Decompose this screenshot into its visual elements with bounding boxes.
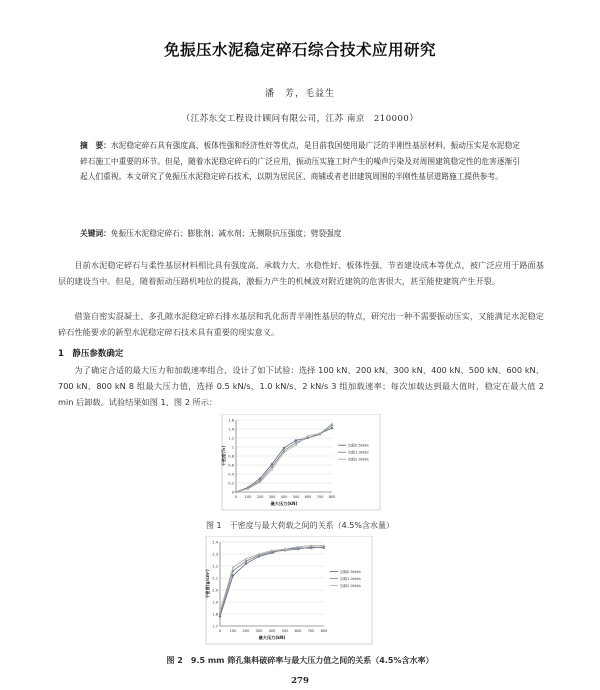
body-paragraph-3: 为了确定合适的最大压力和加载速率组合，设计了如下试验：选择 100 kN、200 kN、300 kN、400 kN、500 kN、600 kN、700 kN、800 kN 8 组最大压力值，选择 0.5 kN/s、1.0 kN/s、2 kN/s 3 组加载速率；每次加载达到最大值时，稳定在最大值 2 min 后卸载。试验结果如图 1、图 2 所示： <box>58 365 544 407</box>
y-tick-label: 1 <box>231 445 234 450</box>
y-tick-label: 1.7 <box>212 624 218 629</box>
figure-1-chart <box>212 414 382 514</box>
affiliation: （江苏东交工程设计顾问有限公司，江苏 南京 210000） <box>181 114 419 124</box>
section-heading: 1 静压参数确定 <box>58 349 124 359</box>
x-tick-label: 600 <box>304 495 312 499</box>
y-tick-label: 0.8 <box>228 454 234 459</box>
x-tick-label: 400 <box>268 629 276 633</box>
x-tick-label: 500 <box>292 495 300 499</box>
y-tick-label: 1.8 <box>212 612 218 617</box>
data-point <box>323 547 325 549</box>
abstract-label: 摘 要： <box>80 141 111 150</box>
legend-label: 加载1.0kN/s <box>348 450 369 455</box>
y-tick-label: 1.2 <box>228 436 234 441</box>
legend-label: 加载2.0kN/s <box>340 583 361 588</box>
y-axis-label: 干密度(%) <box>221 445 226 467</box>
y-tick-label: 0 <box>231 490 234 495</box>
data-point <box>307 437 309 439</box>
y-axis-label: 干密度(g/cm³) <box>205 569 210 599</box>
x-axis-label: 最大压力(kN) <box>258 635 286 640</box>
y-tick-label: 2.1 <box>212 576 218 581</box>
x-tick-label: 200 <box>242 629 250 633</box>
legend-label: 加载0.5kN/s <box>348 443 369 448</box>
x-tick-label: 0 <box>218 629 222 633</box>
data-point <box>219 613 221 615</box>
figure-2-caption: 图 2 9.5 mm 筛孔集料破碎率与最大压力值之间的关系（4.5%含水率） <box>166 656 434 665</box>
x-tick-label: 700 <box>307 629 315 633</box>
y-tick-label: 0.4 <box>228 472 234 477</box>
y-tick-label: 1.9 <box>212 600 218 605</box>
authors: 潘 芳，毛益生 <box>264 89 335 99</box>
y-tick-label: 0.2 <box>228 481 234 486</box>
y-tick-label: 2.2 <box>212 564 218 569</box>
y-tick-label: 1.6 <box>228 418 234 423</box>
x-tick-label: 800 <box>320 629 328 633</box>
x-tick-label: 700 <box>316 495 324 499</box>
x-tick-label: 400 <box>280 495 288 499</box>
legend-label: 加载1.0kN/s <box>340 576 361 581</box>
x-tick-label: 100 <box>244 495 252 499</box>
x-tick-label: 500 <box>281 629 289 633</box>
y-tick-label: 1.4 <box>228 427 234 432</box>
x-tick-label: 800 <box>328 495 336 499</box>
data-point <box>295 442 297 444</box>
legend-label: 加载2.0kN/s <box>348 457 369 462</box>
data-point <box>271 466 273 468</box>
figure-1-caption: 图 1 干密度与最大荷载之间的关系（4.5%含水量） <box>206 521 394 530</box>
y-tick-label: 2.0 <box>212 588 218 593</box>
x-tick-label: 300 <box>255 629 263 633</box>
keywords-text: 免振压水泥稳定碎石；膨胀剂；减水剂；无侧限抗压强度；劈裂强度 <box>110 229 342 238</box>
x-tick-label: 200 <box>256 495 264 499</box>
data-point <box>245 560 247 562</box>
figure-2-chart <box>196 536 374 650</box>
abstract-text: 水泥稳定碎石具有强度高、板体性强和经济性好等优点，是目前我国使用最广泛的半刚性基层材料，振动压实是水泥稳定碎石施工中重要的环节。但是，随着水泥稳定碎石的广泛应用，振动压实施工时产生的噪声污染及对周围建筑稳定性的危害逐渐引起人们重视。本文研究了免振压水泥稳定碎石技术，以期为居民区、商铺或者老旧建筑周围的半刚性基层道路施工提供参考。 <box>80 141 520 181</box>
y-tick-label: 2.4 <box>212 540 218 545</box>
x-tick-label: 300 <box>268 495 276 499</box>
keywords <box>80 227 520 241</box>
paper-title: 免振压水泥稳定碎石综合技术应用研究 <box>163 41 436 59</box>
x-tick-label: 600 <box>294 629 302 633</box>
page-number: 279 <box>291 676 309 686</box>
body-paragraph-2: 借鉴自密实混凝土、多孔隙水泥稳定碎石排水基层和乳化沥青半刚性基层的特点，研究出一种不需要振动压实，又能满足水泥稳定碎石性能要求的新型水泥稳定碎石技术具有重要的现实意义。 <box>58 311 544 337</box>
x-tick-label: 100 <box>229 629 237 633</box>
body-paragraph-1: 目前水泥稳定碎石与柔性基层材料相比具有强度高、承载力大、水稳性好、板体性强、节省建设成本等优点，被广泛应用于路面基层的建设当中。但是，随着振动压路机吨位的提高，激振力产生的机械波对附近建筑的危害很大，甚至能使建筑产生开裂。 <box>58 260 544 286</box>
legend-label: 加载0.5kN/s <box>340 569 361 574</box>
abstract <box>80 138 520 185</box>
x-axis-label: 最大压力(kN) <box>270 501 298 506</box>
data-point <box>297 548 299 550</box>
y-tick-label: 2.3 <box>212 552 218 557</box>
keywords-label: 关键词： <box>80 229 111 238</box>
y-tick-label: 0.6 <box>228 463 234 468</box>
x-tick-label: 0 <box>234 495 238 499</box>
